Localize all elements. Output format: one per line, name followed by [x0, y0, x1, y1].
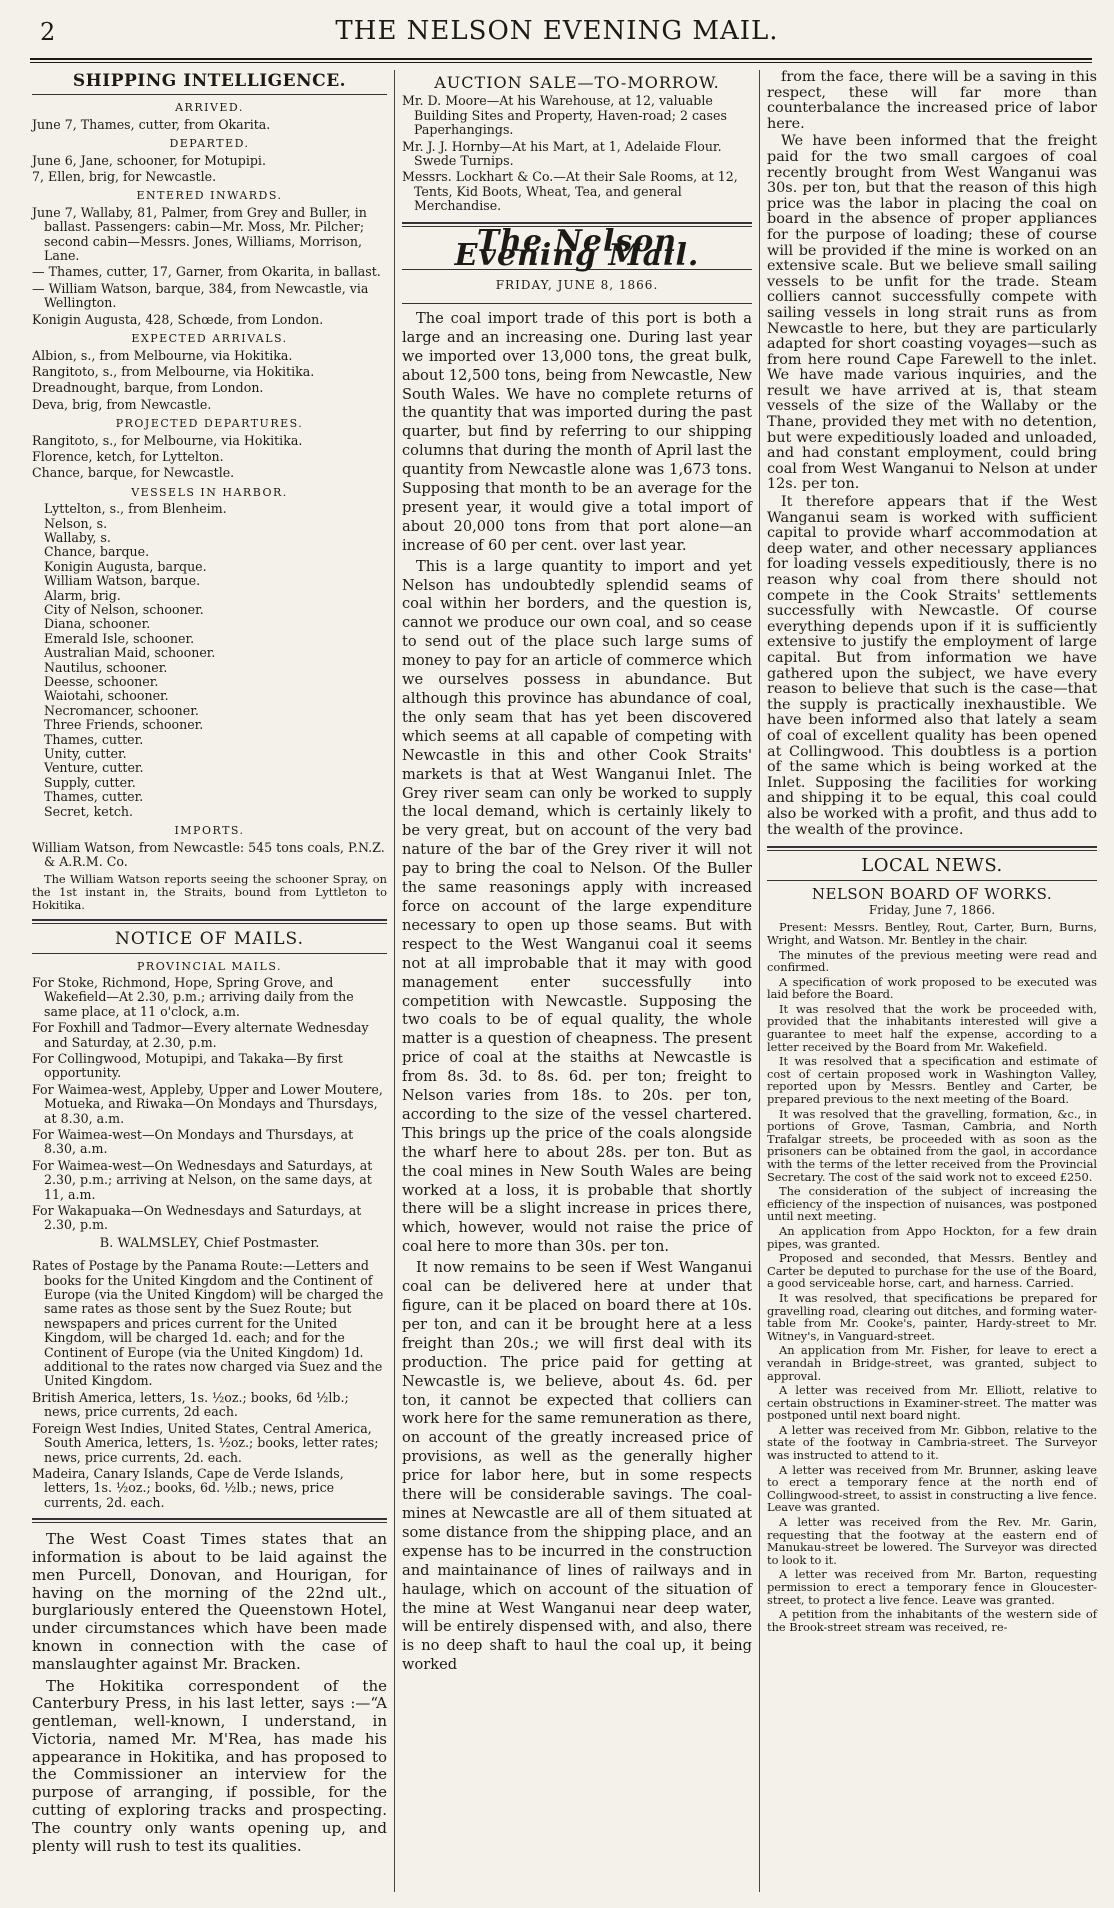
vessel-entry: Konigin Augusta, barque.	[44, 558, 207, 574]
arrived-label: ARRIVED.	[175, 101, 244, 115]
provincial-label: PROVINCIAL MAILS.	[137, 959, 282, 973]
board-minute: An application from Mr. Fisher, for leave to erect a verandah in Bridge-street, was granted, subject to approval.	[767, 1343, 1097, 1383]
vessel-entry: Venture, cutter.	[44, 760, 144, 776]
board-minute: Proposed and seconded, that Messrs. Bentley and Carter be deputed to purchase for the use of the Board, a good serviceable horse, cart, and harness. Carried.	[767, 1251, 1097, 1291]
vessel-entry: Australian Maid, schooner.	[44, 645, 216, 661]
vessel-entry: Chance, barque.	[44, 544, 150, 560]
shipping-entry: Rangitoto, s., for Melbourne, via Hokitika.	[32, 432, 303, 448]
board-minute: A letter was received from Mr. Elliott, relative to certain obstructions in Examiner-street. The matter was postponed until next board night.	[767, 1383, 1097, 1423]
board-minute: It was resolved that the gravelling, formation, &c., in portions of Grove, Tasman, Cambria, and North Trafalgar streets, be proceeded with as soon as the prisoners can be obtained from the gaol, in accordance with the terms of the letter received from the Provincial Secretary. The cost of the said work not to exceed £250.	[767, 1106, 1097, 1184]
shipping-entry: Dreadnought, barque, from London.	[32, 380, 264, 396]
paper-masthead: The Nelson Evening Mail.	[454, 223, 700, 274]
vessel-entry: Lyttelton, s., from Blenheim.	[44, 501, 227, 517]
editorial-paragraph: This is a large quantity to import and yet Nelson has undoubtedly splendid seams of coal within her borders, and the question is, cannot we produce our own coal, and so cease to send out of the place such large sums of money to pay for an article of commerce which we ourselves possess in abundance. But although this province has abundance of coal, the only seam that has yet been discovered which seems at all capable of competing with Newcastle in this and other Cook Straits' markets is that at West Wanganui Inlet. The Grey river seam can only be worked to supply the local demand, which is certainly likely to be very great, but on account of the very bad nature of the bar of the Grey river it will not pay to bring the coal to Nelson. Of the Buller the same reasonings apply with increased force on account of the large expenditure necessary to open up those seams. But with respect to the West Wanganui coal it seems not at all improbable that it may with good management enter successfully into competition with Newcastle. Supposing the two coals to be of equal quality, the whole matter is a question of cheapness. The present price of coal at the staiths at Newcastle is from 8s. 3d. to 8s. 6d. per ton; freight to Nelson varies from 18s. to 20s. per ton, according to the size of the vessel chartered. This brings up the price of the coals alongside the wharf here to about 28s. per ton. But as the coal mines in New South Wales are being worked at a loss, it is probable that shortly there will be a slight increase in prices there, which, however, would not raise the price of coal here to more than 30s. per ton.	[402, 557, 752, 1256]
imports-text: William Watson, from Newcastle: 545 tons coals, P.N.Z. & A.R.M. Co.	[32, 839, 385, 869]
board-minute: A petition from the inhabitants of the western side of the Brook-street stream was received, re-	[767, 1607, 1097, 1634]
column-2	[402, 70, 752, 1677]
board-minute: It was resolved that the work be proceeded with, provided that the inhabitants interested will give a guarantee to meet half the expense, according to a letter received by the Board from Mr. Wakefield.	[767, 1001, 1097, 1054]
vessel-entry: Wallaby, s.	[44, 529, 111, 545]
vessel-entry: City of Nelson, schooner.	[44, 602, 204, 617]
board-minute: A letter was received from Mr. Barton, requesting permission to erect a temporary fence in Gloucester-street, to protect a live fence. Leave was granted.	[767, 1567, 1097, 1607]
board-minute: The consideration of the subject of increasing the efficiency of the inspection of nuisances, was postponed until next meeting.	[767, 1184, 1097, 1224]
shipping-entry: June 7, Thames, cutter, from Okarita.	[32, 116, 271, 132]
expected-label: EXPECTED ARRIVALS.	[131, 332, 288, 346]
board-minute: A letter was received from the Rev. Mr. Garin, requesting that the footway at the eastern end of Manukau-street be lowered. The Surveyor was directed to look to it.	[767, 1515, 1097, 1567]
board-minute: Present: Messrs. Bentley, Rout, Carter, Burn, Burns, Wright, and Watson. Mr. Bentley in the chair.	[767, 920, 1097, 947]
board-minute: The minutes of the previous meeting were read and confirmed.	[767, 947, 1097, 975]
divider	[32, 953, 387, 954]
mails-heading: NOTICE OF MAILS.	[115, 929, 304, 950]
masthead	[12, 10, 1102, 50]
shipping-heading: SHIPPING INTELLIGENCE.	[72, 71, 347, 91]
shipping-entry: — Thames, cutter, 17, Garner, from Okarita, in ballast.	[32, 264, 381, 280]
board-minute: A letter was received from Mr. Brunner, asking leave to erect a temporary fence at the north end of Collingwood-street, to assist in constructing a live fence. Leave was granted.	[767, 1462, 1097, 1515]
divider	[402, 303, 752, 304]
divider	[32, 94, 387, 95]
vessel-entry: Deesse, schooner.	[44, 674, 159, 690]
newspaper-title: THE NELSON EVENING MAIL.	[335, 16, 779, 46]
board-date: Friday, June 7, 1866.	[868, 902, 996, 917]
divider	[767, 846, 1097, 851]
shipping-entry: Konigin Augusta, 428, Schœde, from London.	[32, 311, 324, 327]
board-minute: It was resolved, that specifications be prepared for gravelling road, clearing out ditches, and forming water-table from Mr. Cooke's, painter, Hardy-street to Mr. Witney's, in Vanguard-street.	[767, 1290, 1097, 1343]
postage-entry: Rates of Postage by the Panama Route:—Letters and books for the United Kingdom and the Continent of Europe (via the United Kingdom) will be charged the same rates as those sent by the Suez Route; but newspapers and prices current for the United Kingdom, will be charged 1d. each; and for the Continent of Europe (via the United Kingdom) 1d. additional to the rates now charged via Suez and the United Kingdom.	[32, 1258, 384, 1389]
vessel-entry: Unity, cutter.	[44, 746, 127, 762]
auction-entry: Mr. D. Moore—At his Warehouse, at 12, valuable Building Sites and Property, Haven-road; 2 cases Paperhangings.	[402, 93, 727, 138]
shipping-entry: Chance, barque, for Newcastle.	[32, 465, 235, 481]
vessel-entry: Three Friends, schooner.	[44, 717, 204, 733]
imports-label: IMPORTS.	[174, 824, 245, 838]
shipping-note: The William Watson reports seeing the schooner Spray, on the 1st instant in, the Straits, bound from Lyttleton to Hokitika.	[32, 872, 387, 912]
vessel-entry: Supply, cutter.	[44, 774, 136, 790]
vessel-entry: Nautilus, schooner.	[44, 659, 168, 675]
postmaster-signature: B. WALMSLEY, Chief Postmaster.	[99, 1235, 320, 1251]
postage-entry: British America, letters, 1s. ½oz.; books, 6d ½lb.; news, price currents, 2d each.	[32, 1389, 349, 1420]
editorial-paragraph: The coal import trade of this port is both a large and an increasing one. During last year we imported over 13,000 tons, the great bulk, about 12,500 tons, being from Newcastle, New South Wales. We have no complete returns of the quantity that was imported during the past quarter, but find by referring to our shipping columns that during the month of April last the quantity from Newcastle alone was 1,673 tons. Supposing that month to be an average for the present year, it would give a total import of about 20,000 tons from that port alone—an increase of 60 per cent. over last year.	[402, 309, 753, 554]
editorial-paragraph: We have been informed that the freight paid for the two small cargoes of coal recently brought from West Wanganui was 30s. per ton, but that the reason of this high price was the labor in placing the coal on board in the absence of proper appliances for the purpose of loading; these of course will be provided if the mine is worked on an extensive scale. But we believe small sailing vessels to be unfit for the trade. Steam colliers cannot successfully compete with sailing vessels in long strait runs as from Newcastle to here, but they are particularly adapted for short coasting voyages—such as from here round Cape Farewell to the inlet. We have made various inquiries, and the result we have arrived at is, that steam vessels of the size of the Wallaby or the Thane, provided they met with no detention, but were expeditiously loaded and unloaded, and had constant employment, could bring coal from West Wanganui to Nelson at under 12s. per ton.	[767, 133, 1097, 493]
divider	[32, 1518, 387, 1523]
news-paragraph: The West Coast Times states that an information is about to be laid against the men Purcell, Donovan, and Hourigan, for having on the morning of the 22nd ult., burglariously entered the Queenstown Hotel, under circumstances which have been made known in connection with the case of manslaughter against Mr. Bracken.	[32, 1530, 387, 1673]
shipping-entry: Rangitoto, s., from Melbourne, via Hokitika.	[32, 363, 315, 379]
departed-label: DEPARTED.	[169, 137, 250, 151]
divider	[32, 919, 387, 924]
vessel-entry: Necromancer, schooner.	[44, 702, 199, 718]
newspaper-page	[12, 10, 1102, 1898]
projected-label: PROJECTED DEPARTURES.	[115, 417, 304, 431]
editorial-paragraph: from the face, there will be a saving in this respect, these will far more than counterbalance the increased price of labor here.	[767, 69, 1097, 132]
shipping-entry: Florence, ketch, for Lyttelton.	[32, 448, 224, 464]
vessel-entry: Thames, cutter.	[44, 789, 144, 805]
postage-entry: Foreign West Indies, United States, Central America, South America, letters, 1s. ½oz.; books, letter rates; news, price currents, 2d. each.	[32, 1420, 379, 1465]
mail-entry: For Stoke, Richmond, Hope, Spring Grove, and Wakefield—At 2.30, p.m.; arriving daily from the same place, at 11 o'clock, a.m.	[32, 974, 354, 1019]
news-paragraph: The Hokitika correspondent of the Canterbury Press, in his last letter, says :—“A gentleman, well-known, I understand, in Victoria, named Mr. M'Rea, has made his appearance in Hokitika, and has proposed to the Commissioner an interview for the purpose of arranging, if possible, for the cutting of exploring tracks and prospecting. The country only wants opening up, and plenty will rush to test its qualities.	[32, 1676, 387, 1855]
local-news-heading: LOCAL NEWS.	[861, 855, 1003, 877]
vessel-entry: Diana, schooner.	[44, 616, 151, 632]
shipping-entry: Deva, brig, from Newcastle.	[32, 396, 212, 412]
shipping-entry: June 6, Jane, schooner, for Motupipi.	[32, 152, 266, 168]
column-rule	[759, 70, 760, 1892]
mail-entry: For Waimea-west, Appleby, Upper and Lower Moutere, Motueka, and Riwaka—On Mondays and Thursdays, at 8.30, a.m.	[32, 1081, 383, 1126]
auction-entry: Mr. J. J. Hornby—At his Mart, at 1, Adelaide Flour. Swede Turnips.	[402, 138, 722, 169]
shipping-entry: 7, Ellen, brig, for Newcastle.	[32, 169, 217, 185]
harbor-label: VESSELS IN HARBOR.	[131, 485, 288, 499]
dateline: FRIDAY, JUNE 8, 1866.	[495, 278, 659, 293]
entered-label: ENTERED INWARDS.	[136, 189, 283, 203]
divider	[767, 880, 1097, 881]
board-minute: It was resolved that a specification and estimate of cost of certain proposed work in Washington Valley, reported upon by Messrs. Bentley and Carter, be prepared previous to the next meeting of the Board.	[767, 1054, 1097, 1107]
shipping-entry: — William Watson, barque, 384, from Newcastle, via Wellington.	[32, 280, 369, 311]
vessel-entry: Emerald Isle, schooner.	[44, 630, 195, 646]
vessel-entry: Waiotahi, schooner.	[44, 688, 169, 704]
vessel-entry: Nelson, s.	[44, 515, 108, 531]
column-rule	[394, 70, 395, 1892]
mail-entry: For Wakapuaka—On Wednesdays and Saturdays, at 2.30, p.m.	[32, 1203, 362, 1233]
mail-entry: For Collingwood, Motupipi, and Takaka—By first opportunity.	[32, 1050, 343, 1081]
vessel-entry: Alarm, brig.	[44, 587, 121, 603]
vessel-entry: William Watson, barque.	[44, 573, 201, 589]
board-minute: A letter was received from Mr. Gibbon, relative to the state of the footway in Cambria-street. The Surveyor was instructed to attend to it.	[767, 1422, 1097, 1463]
column-1	[32, 70, 387, 1859]
mail-entry: For Waimea-west—On Mondays and Thursdays, at 8.30, a.m.	[32, 1126, 354, 1157]
auction-heading: AUCTION SALE—TO-MORROW.	[434, 73, 720, 92]
mail-entry: For Waimea-west—On Wednesdays and Saturdays, at 2.30, p.m.; arriving at Nelson, on the same days, at 11, a.m.	[32, 1157, 373, 1202]
masthead-rule	[30, 58, 1092, 63]
vessel-entry: Thames, cutter.	[44, 731, 144, 747]
page-number: 2	[40, 18, 56, 46]
editorial-paragraph: It now remains to be seen if West Wanganui coal can be delivered here at under that figure, can it be placed on board there at 10s. per ton, and can it be brought here at a less freight than 20s.; we will first deal with its production. The price paid for getting at Newcastle is, we believe, about 4s. 6d. per ton, it cannot be expected that colliers can work here for the same remuneration as there, on account of the greatly increased price of provisions, as well as the generally higher price for labor here, but in some respects there will be considerable savings. The coal-mines at Newcastle are all of them situated at some distance from the shipping place, and an expense has to be incurred in the construction and maintainance of lines of railways and in haulage, which on account of the situation of the mine at West Wanganui near deep water, will be entirely dispensed with, and also, there is no deep shaft to haul the coal up, it being worked	[402, 1259, 752, 1674]
board-minute: An application from Appo Hockton, for a few drain pipes, was granted.	[767, 1223, 1097, 1251]
editorial-paragraph: It therefore appears that if the West Wanganui seam is worked with sufficient capital to provide wharf accommodation at deep water, and other necessary appliances for loading vessels expeditiously, there is no reason why coal from there should not compete in the Cook Straits' settlements successfully with Newcastle. Of course everything depends upon if it is sufficiently extensive to justify the employment of large capital. But from information we have gathered upon the subject, we have every reason to believe that such is the case—that the supply is practically inexhaustible. We have been informed also that lately a seam of coal of excellent quality has been opened at Collingwood. This doubtless is a portion of the same which is being worked at the Inlet. Supposing the facilities for working and shipping it to be equal, this coal could also be worked with a profit, and thus add to the wealth of the province.	[767, 494, 1097, 838]
column-3	[767, 70, 1097, 1635]
mail-entry: For Foxhill and Tadmor—Every alternate Wednesday and Saturday, at 2.30, p.m.	[32, 1020, 369, 1050]
board-heading: NELSON BOARD OF WORKS.	[811, 884, 1053, 903]
board-minute: A specification of work proposed to be executed was laid before the Board.	[767, 974, 1097, 1002]
postage-entry: Madeira, Canary Islands, Cape de Verde Islands, letters, 1s. ½oz.; books, 6d. ½lb.; news, price currents, 2d. each.	[32, 1465, 344, 1510]
shipping-entry: June 7, Wallaby, 81, Palmer, from Grey and Buller, in ballast. Passengers: cabin—Mr. Moss, Mr. Pilcher; second cabin—Messrs. Jones, Williams, Morrison, Lane.	[32, 204, 367, 264]
vessel-entry: Secret, ketch.	[44, 803, 133, 819]
shipping-entry: Albion, s., from Melbourne, via Hokitika.	[32, 347, 293, 363]
auction-entry: Messrs. Lockhart & Co.—At their Sale Rooms, at 12, Tents, Kid Boots, Wheat, Tea, and general Merchandise.	[402, 169, 738, 214]
